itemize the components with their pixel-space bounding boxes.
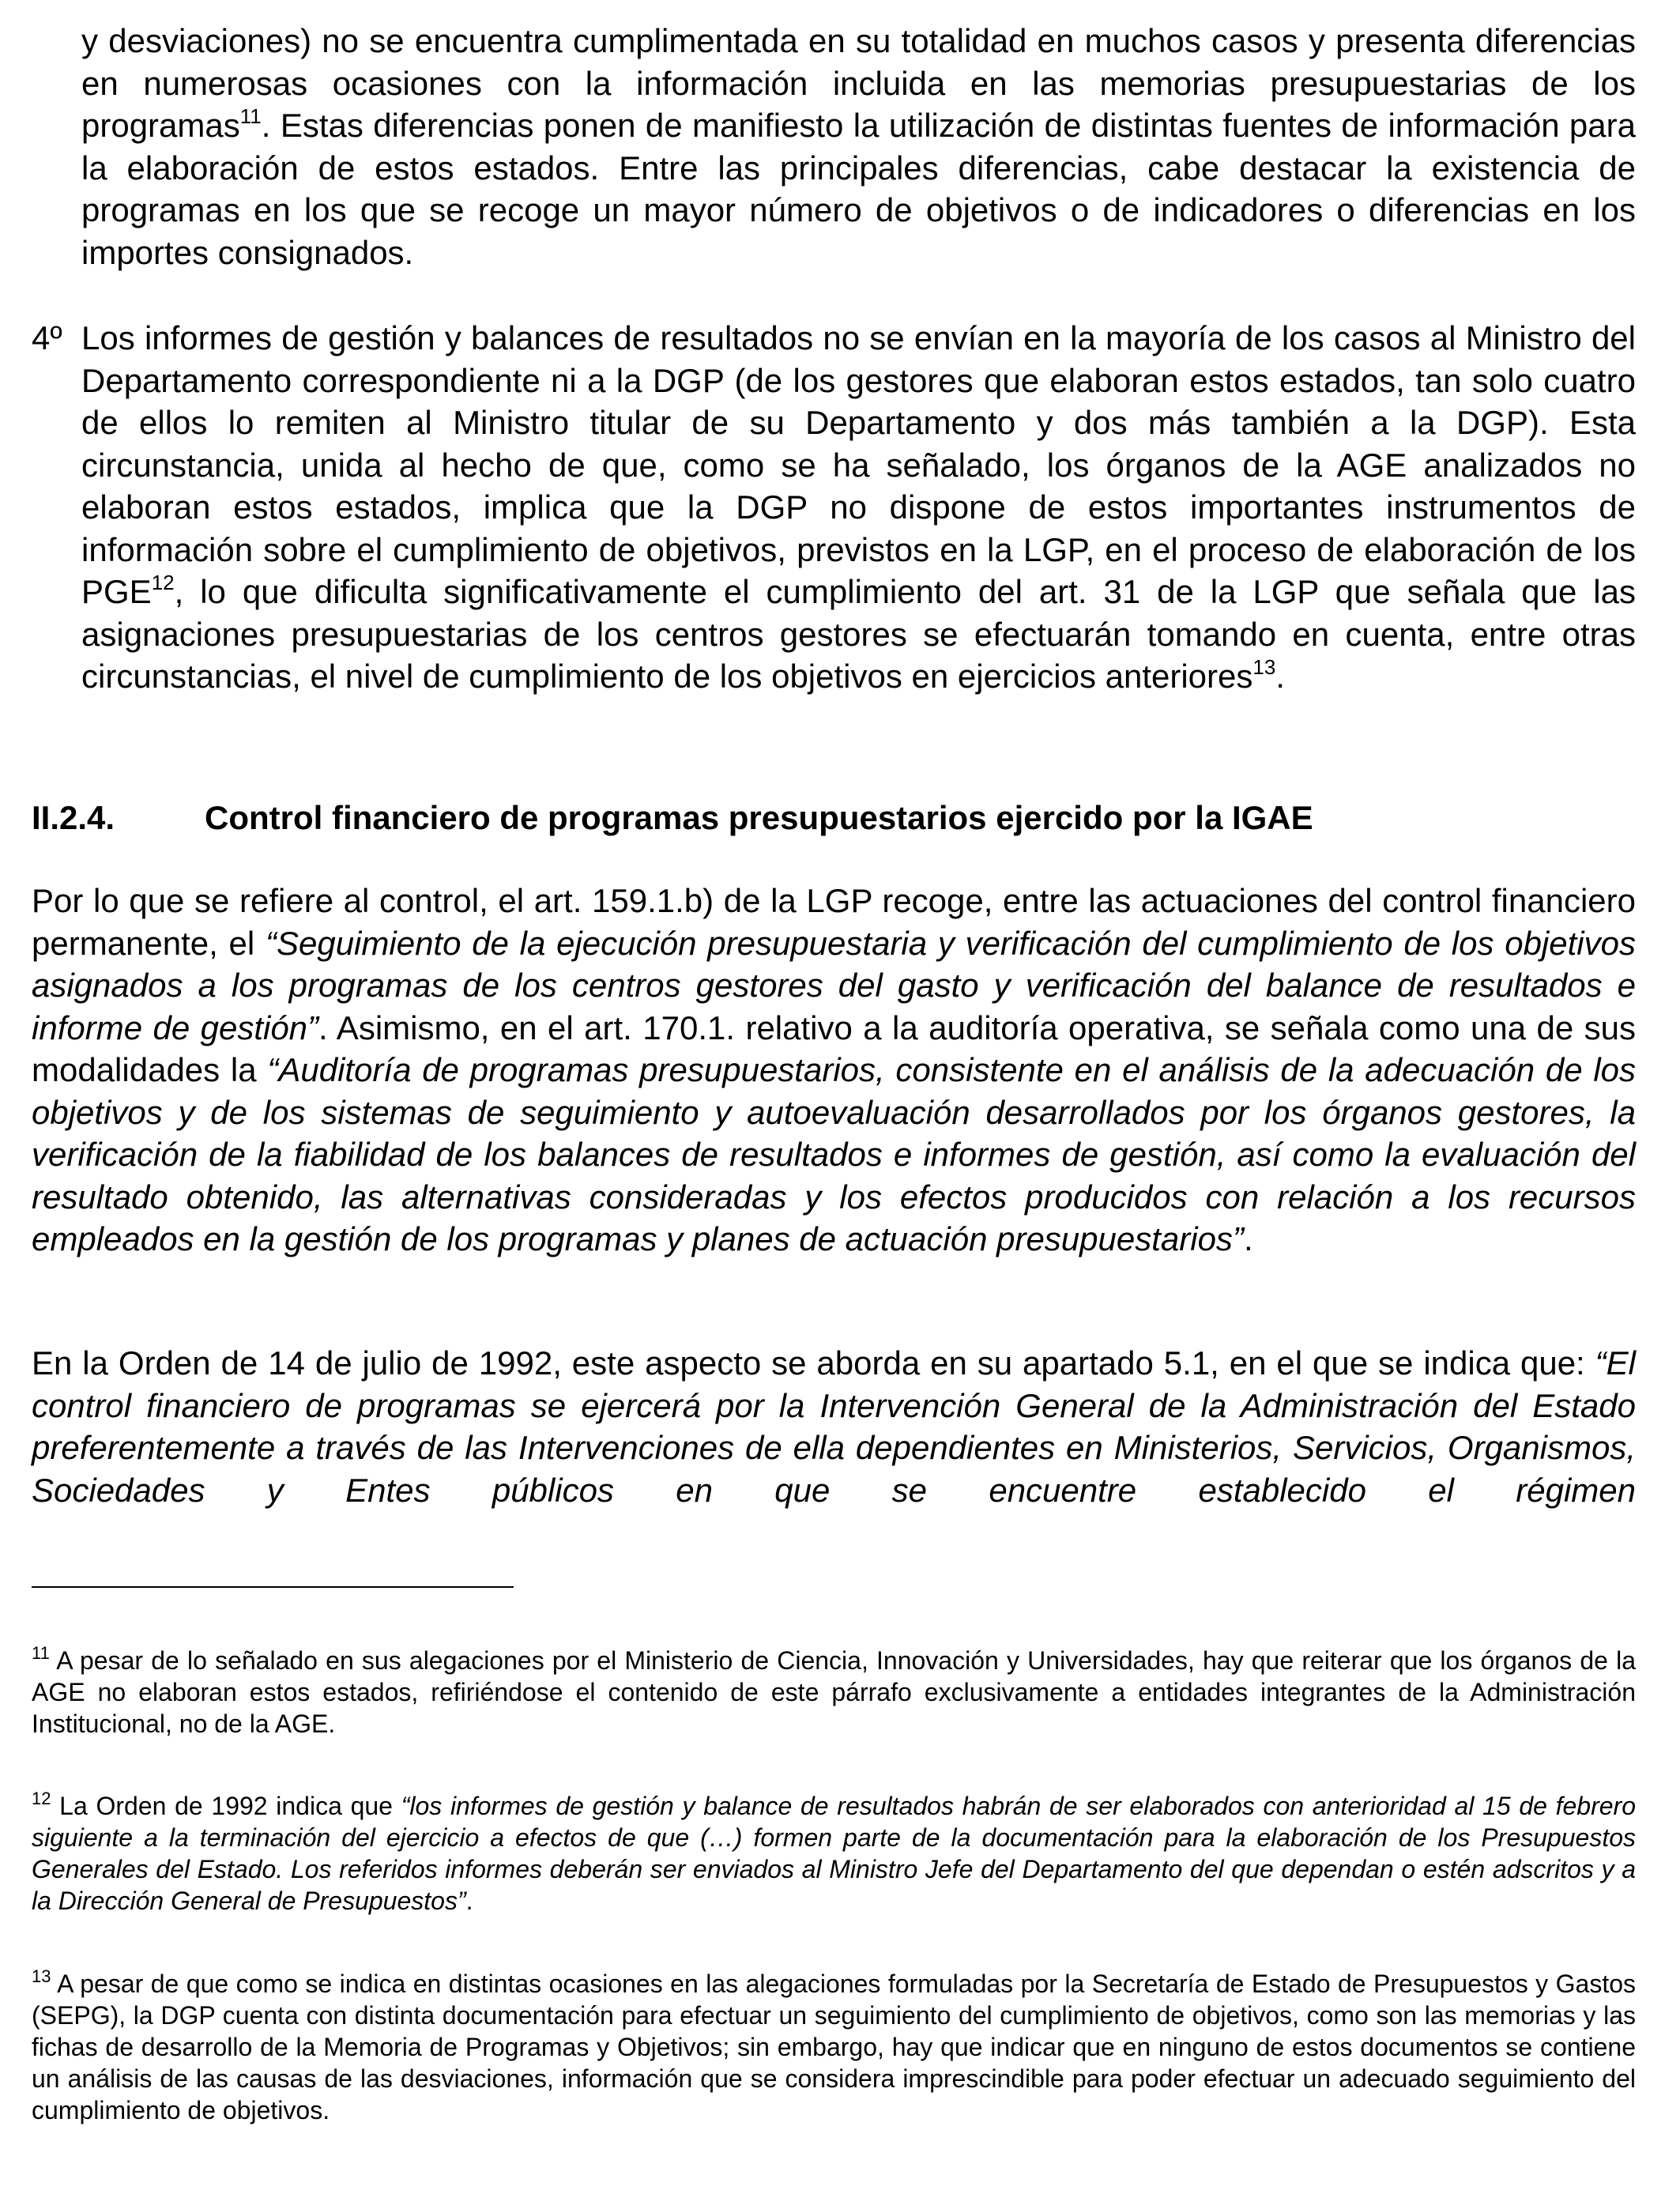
footnote-13-text: A pesar de que como se indica en distintas ocasiones en las alegaciones formuladas por la Secretaría de Estado de Presupuestos y Gastos (SEPG), la DGP cuenta con distinta documentación para efectuar un seguimiento del cumplimiento de objetivos, como son las memorias y las fichas de desarrollo de la Memoria de Programas y Objetivos; sin embargo, hay que indicar que en ninguno de estos documentos se contiene un análisis de las causas de las desviaciones, información que se considera imprescindible para poder efectuar un adecuado seguimiento del cumplimiento de objetivos. [32, 1970, 1636, 2124]
footnote-11 [32, 1645, 1636, 1740]
item4-text-mid: , lo que dificulta significativamente el cumplimiento del art. 31 de la LGP que señala que las asignaciones presupuestarias de los centros gestores se efectuarán tomando en cuenta, entre otras circunstancias, el nivel de cumplimiento de los objetivos en ejercicios anteriores [81, 573, 1636, 695]
footnote-12 [32, 1790, 1636, 1917]
footnote-ref-11[interactable]: 11 [239, 104, 262, 128]
control-paragraph [32, 880, 1636, 1261]
para1-text-2: . Asimismo, en el art. 170.1. relativo a la auditoría operativa, se señala como una de sus modalidades la [32, 1008, 1636, 1088]
footnote-11-marker: 11 [32, 1643, 50, 1663]
para1-quote-1: “Seguimiento de la ejecución presupuestaria y verificación del cumplimiento de los objetivos asignados a los programas de los centros gestores del gasto y verificación del balance de resultados e informe de gestión” [32, 924, 1636, 1046]
para2-quote-1: “El control financiero de programas se ejercerá por la Intervención General de la Administración del Estado preferentemente a través de las Intervenciones de ella dependientes en Ministerios, Servicios, Organismos, Sociedades y Entes públicos en que se encuentre establecido el régimen [32, 1344, 1636, 1509]
item3-text-after: . Estas diferencias ponen de manifiesto la utilización de distintas fuentes de información para la elaboración de estos estados. Entre las principales diferencias, cabe destacar la existencia de programas en los que se recoge un mayor número de objetivos o de indicadores o diferencias en los importes consignados. [81, 107, 1636, 271]
section-number: II.2.4. [32, 799, 115, 836]
footnote-12-marker: 12 [32, 1789, 51, 1808]
item3-text: y desviaciones) no se encuentra cumplimentada en su totalidad en muchos casos y presenta diferencias en numerosas ocasiones con la información incluida en las memorias presupuestarias de los programas [81, 22, 1636, 144]
footnote-13 [32, 1968, 1636, 2126]
footnote-12-lead: La Orden de 1992 indica que [51, 1792, 401, 1820]
footnote-separator [32, 1586, 514, 1588]
orden-paragraph [32, 1342, 1636, 1511]
para2-text-1: En la Orden de 14 de julio de 1992, este aspecto se aborda en su apartado 5.1, en el que se indica que: [32, 1344, 1595, 1382]
para1-text-3: . [1243, 1220, 1253, 1257]
para1-quote-2: “Auditoría de programas presupuestarios, consistente en el análisis de la adecuación de los objetivos y de los sistemas de seguimiento y autoevaluación desarrollados por los órganos gestores, la verificación de la fiabilidad de los balances de resultados e informes de gestión, así como la evaluación del resultado obtenido, las alternativas consideradas y los efectos producidos con relación a los recursos empleados en la gestión de los programas y planes de actuación presupuestarios” [32, 1051, 1637, 1257]
item4-paragraph [81, 317, 1636, 698]
item4-text: Los informes de gestión y balances de resultados no se envían en la mayoría de los casos al Ministro del Departamento correspondiente ni a la DGP (de los gestores que elaboran estos estados, tan solo cuatro de ellos lo remiten al Ministro titular de su Departamento y dos más también a la DGP). Esta circunstancia, unida al hecho de que, como se ha señalado, los órganos de la AGE analizados no elaboran estos estados, implica que la DGP no dispone de estos importantes instrumentos de información sobre el cumplimiento de objetivos, previstos en la LGP, en el proceso de elaboración de los PGE [81, 319, 1636, 610]
footnote-13-marker: 13 [32, 1966, 51, 1986]
item4-number: 4º [32, 319, 62, 356]
section-title: Control financiero de programas presupuestarios ejercido por la IGAE [205, 799, 1313, 836]
footnote-12-tail: . [465, 1887, 473, 1915]
item4-text-end: . [1275, 658, 1285, 695]
footnote-ref-12[interactable]: 12 [151, 571, 175, 594]
para1-text-1: Por lo que se refiere al control, el art. 159.1.b) de la LGP recoge, entre las actuaciones del control financiero permanente, el [32, 882, 1636, 962]
footnote-ref-13[interactable]: 13 [1252, 655, 1276, 679]
footnote-12-quote: “los informes de gestión y balance de resultados habrán de ser elaborados con anterioridad al 15 de febrero siguiente a la terminación del ejercicio a efectos de que (…) formen parte de la documentación para la elaboración de los Presupuestos Generales del Estado. Los referidos informes deberán ser enviados al Ministro Jefe del Departamento del que dependan o estén adscritos y a la Dirección General de Presupuestos” [32, 1792, 1637, 1915]
footnote-11-text: A pesar de lo señalado en sus alegaciones por el Ministerio de Ciencia, Innovación y Universidades, hay que reiterar que los órganos de la AGE no elaboran estos estados, refiriéndose el contenido de este párrafo exclusivamente a entidades integrantes de la Administración Institucional, no de la AGE. [32, 1646, 1636, 1738]
item3-continuation-paragraph [81, 20, 1636, 273]
